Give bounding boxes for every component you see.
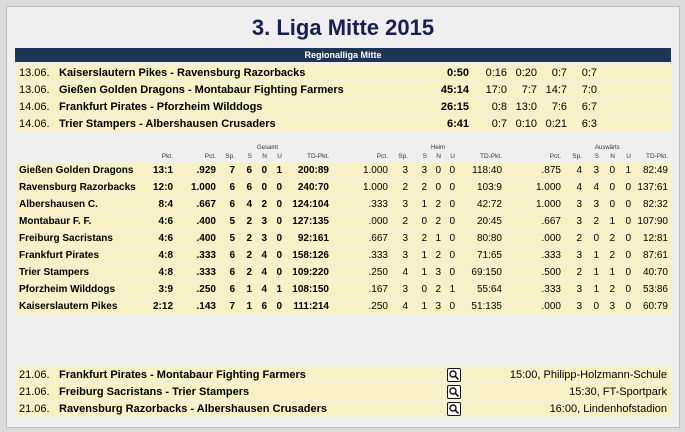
stat-a2: 3 [593, 165, 599, 176]
stat-a0: .667 [541, 216, 561, 227]
result-date: 13.06. [19, 84, 50, 96]
stat-pkt: 4:6 [158, 233, 173, 244]
stat-a3: 0 [609, 199, 615, 210]
stat-u: 1 [276, 284, 282, 295]
magnifier-icon[interactable] [447, 385, 461, 399]
result-quarter: 0:8 [491, 101, 507, 113]
stat-h3: 3 [435, 301, 441, 312]
stat-h3: 2 [435, 284, 441, 295]
stat-h1: 3 [402, 165, 408, 176]
upcoming-info: 15:00, Philipp-Holzmann-Schule [509, 369, 667, 381]
stat-h0: .333 [368, 250, 388, 261]
result-quarter: 0:10 [515, 118, 537, 130]
team-name: Pforzheim Wilddogs [19, 284, 116, 295]
result-quarter: 7:6 [551, 101, 567, 113]
stat-a3: 0 [609, 182, 615, 193]
stat-pct: .333 [196, 250, 216, 261]
column-header-h5: TD-Pkt. [479, 153, 502, 160]
stat-n: 4 [261, 250, 267, 261]
stat-sp: 7 [229, 301, 235, 312]
stat-h5: 118:40 [472, 165, 502, 176]
stat-a1: 2 [576, 267, 582, 278]
stat-a2: 0 [593, 301, 599, 312]
stat-n: 3 [261, 216, 267, 227]
stat-a4: 0 [625, 284, 631, 295]
stat-s: 6 [246, 182, 252, 193]
stat-u: 0 [276, 216, 282, 227]
stat-a1: 3 [576, 216, 582, 227]
stat-pct: .333 [196, 267, 216, 278]
stat-pkt: 4:8 [158, 250, 173, 261]
stat-pct: 1.000 [190, 182, 216, 193]
result-quarter: 7:0 [581, 84, 597, 96]
upcoming-row [15, 367, 671, 383]
stat-a2: 0 [593, 233, 599, 244]
stat-h1: 3 [402, 284, 408, 295]
stat-h2: 0 [421, 216, 427, 227]
stat-s: 1 [246, 284, 252, 295]
upcoming-row [15, 401, 671, 417]
standings-row [15, 197, 671, 213]
stat-pkt: 4:8 [158, 267, 173, 278]
stat-h3: 3 [435, 267, 441, 278]
upcoming-match: Ravensburg Razorbacks - Albershausen Crusaders [59, 403, 327, 415]
stat-s: 2 [246, 250, 252, 261]
stat-td: 240:70 [297, 182, 329, 193]
stat-a3: 3 [609, 301, 615, 312]
stat-pct: .929 [196, 165, 216, 176]
stat-h5: 20:45 [476, 216, 502, 227]
stat-h0: .167 [368, 284, 388, 295]
magnifier-icon[interactable] [447, 402, 461, 416]
standings-row [15, 299, 671, 315]
stat-h5: 42:72 [476, 199, 502, 210]
stat-h0: .250 [368, 267, 388, 278]
stat-a0: .333 [541, 250, 561, 261]
stat-td: 92:161 [297, 233, 329, 244]
stat-s: 4 [246, 199, 252, 210]
column-header-u: U [277, 153, 282, 160]
stat-a2: 3 [593, 199, 599, 210]
stat-h4: 0 [449, 233, 455, 244]
stat-h5: 71:65 [476, 250, 502, 261]
stat-s: 2 [246, 267, 252, 278]
stat-a5: 82:49 [642, 165, 668, 176]
stat-a4: 0 [625, 250, 631, 261]
stat-pkt: 3:9 [158, 284, 173, 295]
magnifier-icon[interactable] [447, 368, 461, 382]
stat-a1: 2 [576, 233, 582, 244]
column-header-h3: N [436, 153, 441, 160]
stat-td: 158:126 [292, 250, 329, 261]
page-title: 3. Liga Mitte 2015 [251, 15, 435, 40]
stat-sp: 5 [229, 216, 235, 227]
stat-a0: .875 [541, 165, 561, 176]
column-header-n: N [262, 153, 267, 160]
stat-h0: .333 [368, 199, 388, 210]
stat-pct: .400 [196, 216, 216, 227]
stat-h0: 1.000 [362, 182, 388, 193]
standings-row [15, 231, 671, 247]
result-score: 0:50 [446, 67, 469, 79]
stat-pct: .250 [196, 284, 216, 295]
column-header-h0: Pct. [376, 153, 388, 160]
result-quarter: 6:7 [581, 101, 597, 113]
stat-pkt: 13:1 [152, 165, 173, 176]
stat-n: 4 [261, 267, 267, 278]
column-header-td: TD-Pkt. [306, 153, 329, 160]
stat-h2: 1 [421, 199, 427, 210]
result-quarter: 0:7 [581, 67, 597, 79]
stat-a5: 60:79 [642, 301, 668, 312]
team-name: Freiburg Sacristans [19, 233, 113, 244]
stat-sp: 7 [229, 165, 235, 176]
stat-td: 108:150 [292, 284, 329, 295]
stat-h1: 3 [402, 233, 408, 244]
stat-u: 0 [276, 250, 282, 261]
stat-u: 0 [276, 182, 282, 193]
standings-group-header [15, 145, 671, 153]
league-panel [6, 6, 680, 428]
stat-s: 2 [246, 216, 252, 227]
results-list [15, 65, 671, 133]
stat-h5: 55:64 [476, 284, 502, 295]
stat-n: 6 [261, 301, 267, 312]
result-score: 45:14 [440, 84, 469, 96]
stat-td: 124:104 [292, 199, 329, 210]
stat-h4: 0 [449, 199, 455, 210]
result-row [15, 65, 671, 81]
result-quarter: 7:7 [521, 84, 537, 96]
column-header-h2: S [422, 153, 427, 160]
result-quarter: 14:7 [545, 84, 567, 96]
stat-h4: 0 [449, 182, 455, 193]
stat-a0: .500 [541, 267, 561, 278]
team-name: Gießen Golden Dragons [19, 165, 134, 176]
result-score: 6:41 [446, 118, 469, 130]
stat-a4: 0 [625, 301, 631, 312]
stat-h0: 1.000 [362, 165, 388, 176]
column-header-a1: Sp. [572, 153, 582, 160]
stat-td: 111:214 [293, 301, 329, 312]
stat-h4: 0 [449, 216, 455, 227]
stat-h2: 3 [421, 165, 427, 176]
team-name: Trier Stampers [19, 267, 90, 278]
stat-u: 0 [276, 267, 282, 278]
stat-s: 2 [246, 233, 252, 244]
stat-a0: .000 [541, 233, 561, 244]
standings-table [15, 145, 671, 316]
result-quarter: 0:21 [545, 118, 567, 130]
stat-a1: 4 [576, 165, 582, 176]
stat-a5: 107:90 [637, 216, 668, 227]
team-name: Albershausen C. [19, 199, 98, 210]
stat-pct: .400 [196, 233, 216, 244]
stat-a5: 82:32 [642, 199, 668, 210]
result-quarter: 0:16 [485, 67, 507, 79]
group-away-label: Auswärts [595, 145, 620, 151]
stat-a2: 1 [593, 250, 599, 261]
stat-a5: 137:61 [637, 182, 668, 193]
team-name: Frankfurt Pirates [19, 250, 100, 261]
stat-u: 0 [276, 233, 282, 244]
stat-a2: 1 [593, 267, 599, 278]
stat-a3: 2 [609, 284, 615, 295]
upcoming-date: 21.06. [19, 369, 50, 381]
stat-h3: 1 [435, 233, 441, 244]
stat-h4: 0 [449, 250, 455, 261]
stat-a5: 53:86 [642, 284, 668, 295]
column-header-sp: Sp. [225, 153, 235, 160]
stat-h0: .667 [368, 233, 388, 244]
stat-td: 109:220 [292, 267, 329, 278]
upcoming-row [15, 384, 671, 400]
stat-a2: 4 [593, 182, 599, 193]
standings-row [15, 180, 671, 196]
standings-column-header [15, 153, 671, 163]
team-name: Montabaur F. F. [19, 216, 92, 227]
column-header-s: S [247, 153, 252, 160]
team-name: Kaiserslautern Pikes [19, 301, 118, 312]
stat-h2: 1 [421, 267, 427, 278]
stat-h2: 1 [421, 250, 427, 261]
stat-a4: 0 [625, 216, 631, 227]
result-score: 26:15 [440, 101, 469, 113]
section-header: Regionalliga Mitte [15, 48, 671, 62]
result-quarter: 0:7 [551, 67, 567, 79]
column-header-a0: Pct. [549, 153, 561, 160]
stat-h4: 0 [449, 301, 455, 312]
stat-a0: .000 [541, 301, 561, 312]
stat-a4: 0 [625, 267, 631, 278]
stat-u: 0 [276, 301, 282, 312]
stat-h1: 3 [402, 250, 408, 261]
stat-h1: 2 [402, 216, 408, 227]
result-date: 14.06. [19, 118, 50, 130]
stat-pkt: 12:0 [152, 182, 173, 193]
stat-h5: 51:135 [471, 301, 502, 312]
result-match: Trier Stampers - Albershausen Crusaders [59, 118, 276, 130]
stat-h3: 2 [435, 199, 441, 210]
result-row [15, 116, 671, 132]
stat-a2: 2 [593, 216, 599, 227]
stat-a4: 0 [625, 233, 631, 244]
standings-row [15, 214, 671, 230]
stat-h4: 1 [449, 284, 455, 295]
stat-s: 1 [246, 301, 252, 312]
stat-a3: 2 [609, 233, 615, 244]
result-row [15, 99, 671, 115]
standings-row [15, 248, 671, 264]
stat-sp: 5 [229, 233, 235, 244]
stat-a3: 1 [609, 267, 615, 278]
stat-h1: 4 [402, 267, 408, 278]
stat-h3: 2 [435, 250, 441, 261]
column-header-pkt: Pkt. [161, 153, 173, 160]
stat-h2: 0 [421, 284, 427, 295]
column-header-pct: Pct. [204, 153, 216, 160]
stat-a0: .333 [541, 284, 561, 295]
stat-h1: 3 [402, 199, 408, 210]
stat-a3: 2 [609, 250, 615, 261]
stat-h3: 0 [435, 182, 441, 193]
stat-h0: .250 [368, 301, 388, 312]
stat-a4: 0 [625, 199, 631, 210]
stat-u: 0 [276, 199, 282, 210]
stat-n: 4 [261, 284, 267, 295]
stat-a5: 12:81 [642, 233, 668, 244]
stat-a5: 40:70 [642, 267, 668, 278]
stat-sp: 6 [229, 267, 235, 278]
stat-a5: 87:61 [642, 250, 668, 261]
upcoming-date: 21.06. [19, 403, 50, 415]
stat-h4: 0 [449, 165, 455, 176]
upcoming-info: 16:00, Lindenhofstadion [549, 403, 667, 415]
stat-pct: .143 [196, 301, 216, 312]
stat-h1: 2 [402, 182, 408, 193]
upcoming-match: Freiburg Sacristans - Trier Stampers [59, 386, 250, 398]
stat-h5: 103:9 [476, 182, 502, 193]
result-row [15, 82, 671, 98]
stat-a1: 3 [576, 199, 582, 210]
stat-a1: 3 [576, 301, 582, 312]
stat-a3: 0 [609, 165, 615, 176]
stat-a1: 3 [576, 284, 582, 295]
stat-td: 127:135 [292, 216, 329, 227]
stat-pkt: 4:6 [158, 216, 173, 227]
stat-s: 6 [246, 165, 252, 176]
stat-h2: 2 [421, 233, 427, 244]
stat-a3: 1 [609, 216, 615, 227]
stat-a0: 1.000 [535, 182, 561, 193]
stat-a1: 3 [576, 250, 582, 261]
result-match: Kaiserslautern Pikes - Ravensburg Razorbacks [59, 67, 306, 79]
stat-n: 0 [261, 182, 267, 193]
result-quarter: 17:0 [485, 84, 507, 96]
standings-row [15, 265, 671, 281]
stat-sp: 6 [229, 182, 235, 193]
result-match: Frankfurt Pirates - Pforzheim Wilddogs [59, 101, 263, 113]
stat-a2: 1 [593, 284, 599, 295]
stat-td: 200:89 [297, 165, 329, 176]
stat-h5: 80:80 [476, 233, 502, 244]
column-header-a4: U [626, 153, 631, 160]
stat-pkt: 2:12 [152, 301, 173, 312]
upcoming-date: 21.06. [19, 386, 50, 398]
column-header-h4: U [450, 153, 455, 160]
stat-h3: 0 [435, 165, 441, 176]
group-home-label: Heim [431, 145, 446, 151]
column-header-a2: S [594, 153, 599, 160]
standings-row [15, 163, 671, 179]
column-header-a3: N [610, 153, 615, 160]
stat-h0: .000 [368, 216, 388, 227]
upcoming-match: Frankfurt Pirates - Montabaur Fighting Farmers [59, 369, 306, 381]
result-date: 13.06. [19, 67, 50, 79]
upcoming-list [15, 367, 671, 418]
stat-h3: 2 [435, 216, 441, 227]
stat-a0: 1.000 [535, 199, 561, 210]
stat-u: 1 [276, 165, 282, 176]
stat-a4: 1 [625, 165, 631, 176]
stat-a1: 4 [576, 182, 582, 193]
stat-h4: 0 [449, 267, 455, 278]
result-quarter: 6:3 [581, 118, 597, 130]
stat-pkt: 8:4 [158, 199, 173, 210]
stat-h2: 2 [421, 182, 427, 193]
stat-n: 2 [261, 199, 267, 210]
stat-h1: 4 [402, 301, 408, 312]
result-quarter: 13:0 [515, 101, 537, 113]
result-quarter: 0:7 [491, 118, 507, 130]
stat-pct: .667 [196, 199, 216, 210]
stat-sp: 6 [229, 284, 235, 295]
upcoming-info: 15:30, FT-Sportpark [569, 386, 667, 398]
result-date: 14.06. [19, 101, 50, 113]
stat-sp: 6 [229, 250, 235, 261]
column-header-a5: TD-Pkt. [645, 153, 668, 160]
standings-row [15, 282, 671, 298]
stat-a4: 0 [625, 182, 631, 193]
stat-h2: 1 [421, 301, 427, 312]
result-quarter: 0:20 [515, 67, 537, 79]
result-match: Gießen Golden Dragons - Montabaur Fighting Farmers [59, 84, 344, 96]
stat-h5: 69:150 [471, 267, 502, 278]
stat-sp: 6 [229, 199, 235, 210]
stat-n: 3 [261, 233, 267, 244]
column-header-h1: Sp. [398, 153, 408, 160]
group-overall-label: Gesamt [257, 145, 279, 151]
team-name: Ravensburg Razorbacks [19, 182, 136, 193]
stat-n: 0 [261, 165, 267, 176]
